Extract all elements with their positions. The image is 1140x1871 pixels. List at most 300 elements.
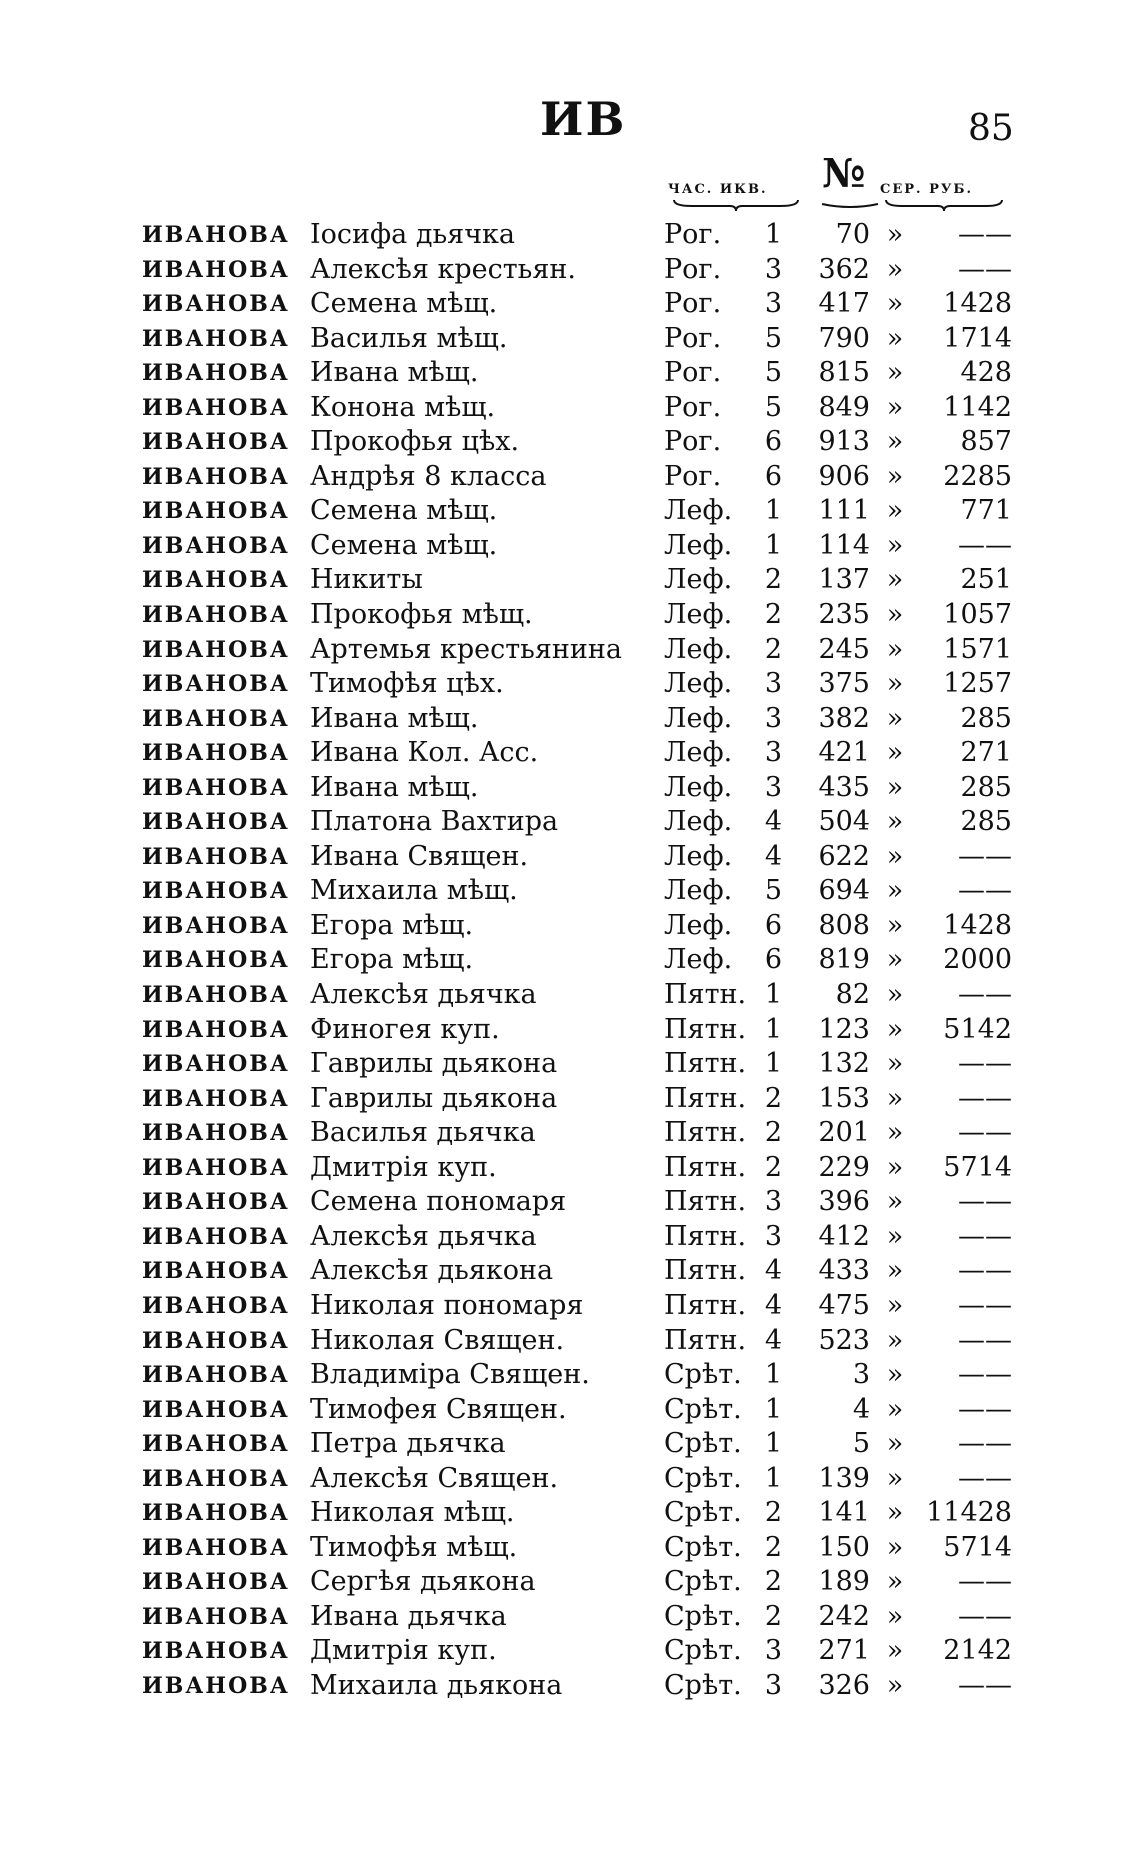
surname-cell: ИВАНОВА <box>142 636 290 663</box>
part-number-cell: 2 <box>764 1531 782 1563</box>
name-cell: Ивана мѣщ. <box>310 357 479 389</box>
surname-cell: ИВАНОВА <box>142 878 290 905</box>
part-cell: Рог. <box>664 426 722 458</box>
price-cell: 285 <box>960 702 1012 734</box>
ditto-mark-cell: » <box>886 1635 904 1667</box>
brace-price-divider <box>884 198 1004 212</box>
surname-cell: ИВАНОВА <box>142 1189 290 1216</box>
part-number-cell: 3 <box>764 668 782 700</box>
part-cell: Срѣт. <box>664 1669 742 1701</box>
name-cell: Сергѣя дьякона <box>310 1566 536 1598</box>
surname-cell: ИВАНОВА <box>142 947 290 974</box>
part-number-cell: 3 <box>764 737 782 769</box>
table-row <box>0 494 1140 529</box>
part-number-cell: 4 <box>764 840 782 872</box>
record-number-cell: 137 <box>818 564 870 596</box>
price-cell: —— <box>958 1600 1012 1632</box>
record-number-cell: 132 <box>818 1048 870 1080</box>
ditto-mark-cell: » <box>886 322 904 354</box>
table-row <box>0 943 1140 978</box>
table-row <box>0 563 1140 598</box>
part-cell: Леф. <box>664 564 733 596</box>
record-number-cell: 70 <box>835 219 870 250</box>
ditto-mark-cell: » <box>886 288 904 320</box>
brace-part-divider <box>672 198 800 212</box>
part-cell: Леф. <box>664 495 733 527</box>
price-cell: —— <box>958 1359 1012 1391</box>
record-number-cell: 123 <box>818 1013 870 1045</box>
record-number-cell: 396 <box>818 1186 870 1218</box>
part-number-cell: 1 <box>764 1462 782 1494</box>
part-cell: Срѣт. <box>664 1531 742 1563</box>
record-number-cell: 3 <box>852 1359 870 1391</box>
ditto-mark-cell: » <box>886 1359 904 1391</box>
table-row <box>0 1669 1140 1704</box>
surname-cell: ИВАНОВА <box>142 256 290 283</box>
record-number-cell: 141 <box>818 1497 870 1529</box>
ditto-mark-cell: » <box>886 426 904 458</box>
price-cell: —— <box>958 1324 1012 1356</box>
surname-cell: ИВАНОВА <box>142 1051 290 1078</box>
price-cell: 1428 <box>943 909 1012 941</box>
table-row <box>0 322 1140 357</box>
part-cell: Леф. <box>664 909 733 941</box>
part-number-cell: 6 <box>764 426 782 458</box>
price-cell: —— <box>958 253 1012 285</box>
table-row <box>0 1600 1140 1635</box>
ditto-mark-cell: » <box>886 357 904 389</box>
column-header-part: ЧАС. ИКВ. <box>668 182 768 197</box>
part-cell: Срѣт. <box>664 1393 742 1425</box>
table-row <box>0 1254 1140 1289</box>
record-number-cell: 622 <box>818 840 870 872</box>
name-cell: Артемья крестьянина <box>310 633 622 665</box>
name-cell: Семена мѣщ. <box>310 495 498 527</box>
record-number-cell: 153 <box>818 1082 870 1114</box>
ditto-mark-cell: » <box>886 1220 904 1252</box>
name-cell: Егора мѣщ. <box>310 944 474 976</box>
part-number-cell: 2 <box>764 1082 782 1114</box>
surname-cell: ИВАНОВА <box>142 1120 290 1147</box>
part-cell: Пятн. <box>664 1048 747 1080</box>
part-number-cell: 2 <box>764 1497 782 1529</box>
part-cell: Леф. <box>664 944 733 976</box>
part-cell: Рог. <box>664 219 722 250</box>
name-cell: Прокофья цѣх. <box>310 426 520 458</box>
surname-cell: ИВАНОВА <box>142 671 290 698</box>
table-row <box>0 633 1140 668</box>
table-row <box>0 425 1140 460</box>
name-cell: Прокофья мѣщ. <box>310 599 533 631</box>
price-cell: 2285 <box>943 460 1012 492</box>
register-table <box>0 218 1140 1704</box>
record-number-cell: 790 <box>818 322 870 354</box>
price-cell: 5714 <box>943 1151 1012 1183</box>
table-row <box>0 1082 1140 1117</box>
ditto-mark-cell: » <box>886 1600 904 1632</box>
record-number-cell: 849 <box>818 391 870 423</box>
ditto-mark-cell: » <box>886 460 904 492</box>
record-number-cell: 475 <box>818 1289 870 1321</box>
ditto-mark-cell: » <box>886 1151 904 1183</box>
price-cell: 251 <box>960 564 1012 596</box>
price-cell: 428 <box>960 357 1012 389</box>
ditto-mark-cell: » <box>886 875 904 907</box>
price-cell: 2000 <box>943 944 1012 976</box>
record-number-cell: 114 <box>818 529 870 561</box>
ditto-mark-cell: » <box>886 702 904 734</box>
name-cell: Финогея куп. <box>310 1013 500 1045</box>
table-row <box>0 529 1140 564</box>
table-row <box>0 909 1140 944</box>
name-cell: Ивана мѣщ. <box>310 771 479 803</box>
table-row <box>0 805 1140 840</box>
part-cell: Срѣт. <box>664 1600 742 1632</box>
part-cell: Пятн. <box>664 1186 747 1218</box>
price-cell: —— <box>958 840 1012 872</box>
price-cell: 5714 <box>943 1531 1012 1563</box>
part-cell: Рог. <box>664 391 722 423</box>
table-row <box>0 1462 1140 1497</box>
price-cell: 1257 <box>943 668 1012 700</box>
name-cell: Никиты <box>310 564 423 596</box>
price-cell: 1714 <box>943 322 1012 354</box>
part-number-cell: 4 <box>764 1255 782 1287</box>
ditto-mark-cell: » <box>886 1186 904 1218</box>
table-row <box>0 1531 1140 1566</box>
ditto-mark-cell: » <box>886 1117 904 1149</box>
surname-cell: ИВАНОВА <box>142 463 290 490</box>
part-number-cell: 3 <box>764 1635 782 1667</box>
table-row <box>0 874 1140 909</box>
surname-cell: ИВАНОВА <box>142 1672 290 1699</box>
ditto-mark-cell: » <box>886 633 904 665</box>
part-cell: Срѣт. <box>664 1359 742 1391</box>
ditto-mark-cell: » <box>886 944 904 976</box>
name-cell: Гаврилы дьякона <box>310 1082 558 1114</box>
price-cell: 1057 <box>943 599 1012 631</box>
name-cell: Іосифа дьячка <box>310 219 516 250</box>
part-number-cell: 5 <box>764 875 782 907</box>
part-cell: Леф. <box>664 875 733 907</box>
price-cell: 285 <box>960 806 1012 838</box>
name-cell: Николая пономаря <box>310 1289 584 1321</box>
part-number-cell: 5 <box>764 391 782 423</box>
part-number-cell: 2 <box>764 564 782 596</box>
name-cell: Ивана Священ. <box>310 840 529 872</box>
record-number-cell: 523 <box>818 1324 870 1356</box>
price-cell: 271 <box>960 737 1012 769</box>
name-cell: Алексѣя Священ. <box>310 1462 559 1494</box>
table-row <box>0 218 1140 253</box>
table-row <box>0 287 1140 322</box>
table-row <box>0 1634 1140 1669</box>
price-cell: —— <box>958 1669 1012 1701</box>
part-cell: Леф. <box>664 668 733 700</box>
record-number-cell: 326 <box>818 1669 870 1701</box>
part-cell: Рог. <box>664 253 722 285</box>
name-cell: Михаила дьякона <box>310 1669 563 1701</box>
ditto-mark-cell: » <box>886 1462 904 1494</box>
record-number-cell: 189 <box>818 1566 870 1598</box>
record-number-cell: 139 <box>818 1462 870 1494</box>
ditto-mark-cell: » <box>886 668 904 700</box>
price-cell: —— <box>958 219 1012 250</box>
table-row <box>0 391 1140 426</box>
price-cell: —— <box>958 875 1012 907</box>
price-cell: 771 <box>960 495 1012 527</box>
ditto-mark-cell: » <box>886 1082 904 1114</box>
part-cell: Срѣт. <box>664 1428 742 1460</box>
ditto-mark-cell: » <box>886 564 904 596</box>
part-number-cell: 5 <box>764 357 782 389</box>
brace-number-divider <box>820 198 880 212</box>
record-number-cell: 412 <box>818 1220 870 1252</box>
ditto-mark-cell: » <box>886 840 904 872</box>
surname-cell: ИВАНОВА <box>142 1431 290 1458</box>
record-number-cell: 5 <box>852 1428 870 1460</box>
record-number-cell: 150 <box>818 1531 870 1563</box>
price-cell: —— <box>958 1082 1012 1114</box>
record-number-cell: 417 <box>818 288 870 320</box>
part-number-cell: 3 <box>764 1186 782 1218</box>
table-row <box>0 1324 1140 1359</box>
part-number-cell: 5 <box>764 322 782 354</box>
surname-cell: ИВАНОВА <box>142 567 290 594</box>
price-cell: —— <box>958 1186 1012 1218</box>
part-cell: Леф. <box>664 840 733 872</box>
surname-cell: ИВАНОВА <box>142 1396 290 1423</box>
surname-cell: ИВАНОВА <box>142 1327 290 1354</box>
table-row <box>0 1496 1140 1531</box>
part-cell: Пятн. <box>664 1289 747 1321</box>
name-cell: Петра дьячка <box>310 1428 506 1460</box>
part-number-cell: 2 <box>764 1151 782 1183</box>
part-number-cell: 3 <box>764 1220 782 1252</box>
name-cell: Василья мѣщ. <box>310 322 508 354</box>
surname-cell: ИВАНОВА <box>142 532 290 559</box>
surname-cell: ИВАНОВА <box>142 1085 290 1112</box>
record-number-cell: 433 <box>818 1255 870 1287</box>
surname-cell: ИВАНОВА <box>142 1603 290 1630</box>
name-cell: Гаврилы дьякона <box>310 1048 558 1080</box>
name-cell: Алексѣя дьячка <box>310 979 537 1011</box>
surname-cell: ИВАНОВА <box>142 498 290 525</box>
part-cell: Пятн. <box>664 979 747 1011</box>
part-cell: Леф. <box>664 633 733 665</box>
table-row <box>0 1151 1140 1186</box>
price-cell: 1142 <box>943 391 1012 423</box>
name-cell: Семена мѣщ. <box>310 529 498 561</box>
ditto-mark-cell: » <box>886 253 904 285</box>
part-number-cell: 3 <box>764 1669 782 1701</box>
name-cell: Алексѣя дьякона <box>310 1255 554 1287</box>
name-cell: Конона мѣщ. <box>310 391 496 423</box>
part-cell: Пятн. <box>664 1013 747 1045</box>
ditto-mark-cell: » <box>886 529 904 561</box>
record-number-cell: 504 <box>818 806 870 838</box>
part-number-cell: 1 <box>764 1393 782 1425</box>
record-number-cell: 201 <box>818 1117 870 1149</box>
price-cell: 1428 <box>943 288 1012 320</box>
part-cell: Рог. <box>664 460 722 492</box>
record-number-cell: 242 <box>818 1600 870 1632</box>
ditto-mark-cell: » <box>886 1497 904 1529</box>
part-number-cell: 6 <box>764 460 782 492</box>
surname-cell: ИВАНОВА <box>142 602 290 629</box>
table-row <box>0 1565 1140 1600</box>
part-cell: Леф. <box>664 702 733 734</box>
surname-cell: ИВАНОВА <box>142 1016 290 1043</box>
part-number-cell: 2 <box>764 633 782 665</box>
table-row <box>0 253 1140 288</box>
record-number-cell: 382 <box>818 702 870 734</box>
name-cell: Алексѣя дьячка <box>310 1220 537 1252</box>
surname-cell: ИВАНОВА <box>142 1292 290 1319</box>
table-row <box>0 1013 1140 1048</box>
table-row <box>0 978 1140 1013</box>
price-cell: —— <box>958 1048 1012 1080</box>
record-number-cell: 271 <box>818 1635 870 1667</box>
name-cell: Андрѣя 8 класса <box>310 460 547 492</box>
price-cell: —— <box>958 1117 1012 1149</box>
ditto-mark-cell: » <box>886 1289 904 1321</box>
part-number-cell: 4 <box>764 1289 782 1321</box>
name-cell: Владиміра Священ. <box>310 1359 590 1391</box>
price-cell: —— <box>958 979 1012 1011</box>
surname-cell: ИВАНОВА <box>142 1465 290 1492</box>
ditto-mark-cell: » <box>886 495 904 527</box>
name-cell: Николая мѣщ. <box>310 1497 515 1529</box>
price-cell: —— <box>958 1220 1012 1252</box>
table-row <box>0 667 1140 702</box>
name-cell: Дмитрія куп. <box>310 1151 497 1183</box>
part-number-cell: 1 <box>764 529 782 561</box>
part-number-cell: 1 <box>764 1013 782 1045</box>
part-number-cell: 3 <box>764 702 782 734</box>
name-cell: Тимофѣя мѣщ. <box>310 1531 518 1563</box>
ditto-mark-cell: » <box>886 806 904 838</box>
surname-cell: ИВАНОВА <box>142 1569 290 1596</box>
ditto-mark-cell: » <box>886 771 904 803</box>
ditto-mark-cell: » <box>886 1669 904 1701</box>
table-row <box>0 1358 1140 1393</box>
record-number-cell: 694 <box>818 875 870 907</box>
part-cell: Пятн. <box>664 1324 747 1356</box>
table-row <box>0 1185 1140 1220</box>
part-cell: Пятн. <box>664 1082 747 1114</box>
table-row <box>0 702 1140 737</box>
part-number-cell: 6 <box>764 909 782 941</box>
record-number-cell: 235 <box>818 599 870 631</box>
surname-cell: ИВАНОВА <box>142 912 290 939</box>
ditto-mark-cell: » <box>886 979 904 1011</box>
table-row <box>0 460 1140 495</box>
part-number-cell: 1 <box>764 219 782 250</box>
ditto-mark-cell: » <box>886 1255 904 1287</box>
table-row <box>0 1047 1140 1082</box>
part-number-cell: 2 <box>764 599 782 631</box>
part-cell: Срѣт. <box>664 1462 742 1494</box>
part-cell: Леф. <box>664 806 733 838</box>
name-cell: Семена мѣщ. <box>310 288 498 320</box>
name-cell: Тимофѣя цѣх. <box>310 668 504 700</box>
surname-cell: ИВАНОВА <box>142 394 290 421</box>
part-number-cell: 1 <box>764 1359 782 1391</box>
price-cell: —— <box>958 529 1012 561</box>
record-number-cell: 421 <box>818 737 870 769</box>
column-header-number: № <box>822 150 866 197</box>
part-number-cell: 1 <box>764 495 782 527</box>
record-number-cell: 4 <box>852 1393 870 1425</box>
table-row <box>0 736 1140 771</box>
column-header-price: СЕР. РУБ. <box>880 182 974 197</box>
surname-cell: ИВАНОВА <box>142 774 290 801</box>
part-cell: Пятн. <box>664 1117 747 1149</box>
ditto-mark-cell: » <box>886 737 904 769</box>
name-cell: Алексѣя крестьян. <box>310 253 576 285</box>
part-cell: Рог. <box>664 288 722 320</box>
surname-cell: ИВАНОВА <box>142 740 290 767</box>
ditto-mark-cell: » <box>886 1393 904 1425</box>
part-number-cell: 1 <box>764 1428 782 1460</box>
table-row <box>0 771 1140 806</box>
price-cell: 857 <box>960 426 1012 458</box>
part-cell: Леф. <box>664 737 733 769</box>
table-row <box>0 1220 1140 1255</box>
table-row <box>0 1427 1140 1462</box>
part-cell: Леф. <box>664 771 733 803</box>
name-cell: Ивана мѣщ. <box>310 702 479 734</box>
table-row <box>0 1116 1140 1151</box>
record-number-cell: 362 <box>818 253 870 285</box>
ditto-mark-cell: » <box>886 1013 904 1045</box>
part-cell: Леф. <box>664 529 733 561</box>
table-row <box>0 1393 1140 1428</box>
table-row <box>0 1289 1140 1324</box>
record-number-cell: 435 <box>818 771 870 803</box>
surname-cell: ИВАНОВА <box>142 843 290 870</box>
price-cell: 2142 <box>943 1635 1012 1667</box>
part-cell: Пятн. <box>664 1220 747 1252</box>
surname-cell: ИВАНОВА <box>142 1638 290 1665</box>
name-cell: Василья дьячка <box>310 1117 536 1149</box>
ditto-mark-cell: » <box>886 909 904 941</box>
surname-cell: ИВАНОВА <box>142 1223 290 1250</box>
ditto-mark-cell: » <box>886 1531 904 1563</box>
ditto-mark-cell: » <box>886 219 904 250</box>
price-cell: 5142 <box>943 1013 1012 1045</box>
price-cell: 1571 <box>943 633 1012 665</box>
record-number-cell: 819 <box>818 944 870 976</box>
part-number-cell: 4 <box>764 806 782 838</box>
surname-cell: ИВАНОВА <box>142 360 290 387</box>
part-number-cell: 2 <box>764 1566 782 1598</box>
record-number-cell: 815 <box>818 357 870 389</box>
record-number-cell: 111 <box>818 495 870 527</box>
surname-cell: ИВАНОВА <box>142 705 290 732</box>
record-number-cell: 913 <box>818 426 870 458</box>
price-cell: —— <box>958 1428 1012 1460</box>
part-number-cell: 4 <box>764 1324 782 1356</box>
surname-cell: ИВАНОВА <box>142 429 290 456</box>
price-cell: —— <box>958 1566 1012 1598</box>
name-cell: Ивана дьячка <box>310 1600 507 1632</box>
name-cell: Михаила мѣщ. <box>310 875 518 907</box>
name-cell: Семена пономаря <box>310 1186 567 1218</box>
ditto-mark-cell: » <box>886 599 904 631</box>
name-cell: Николая Священ. <box>310 1324 565 1356</box>
